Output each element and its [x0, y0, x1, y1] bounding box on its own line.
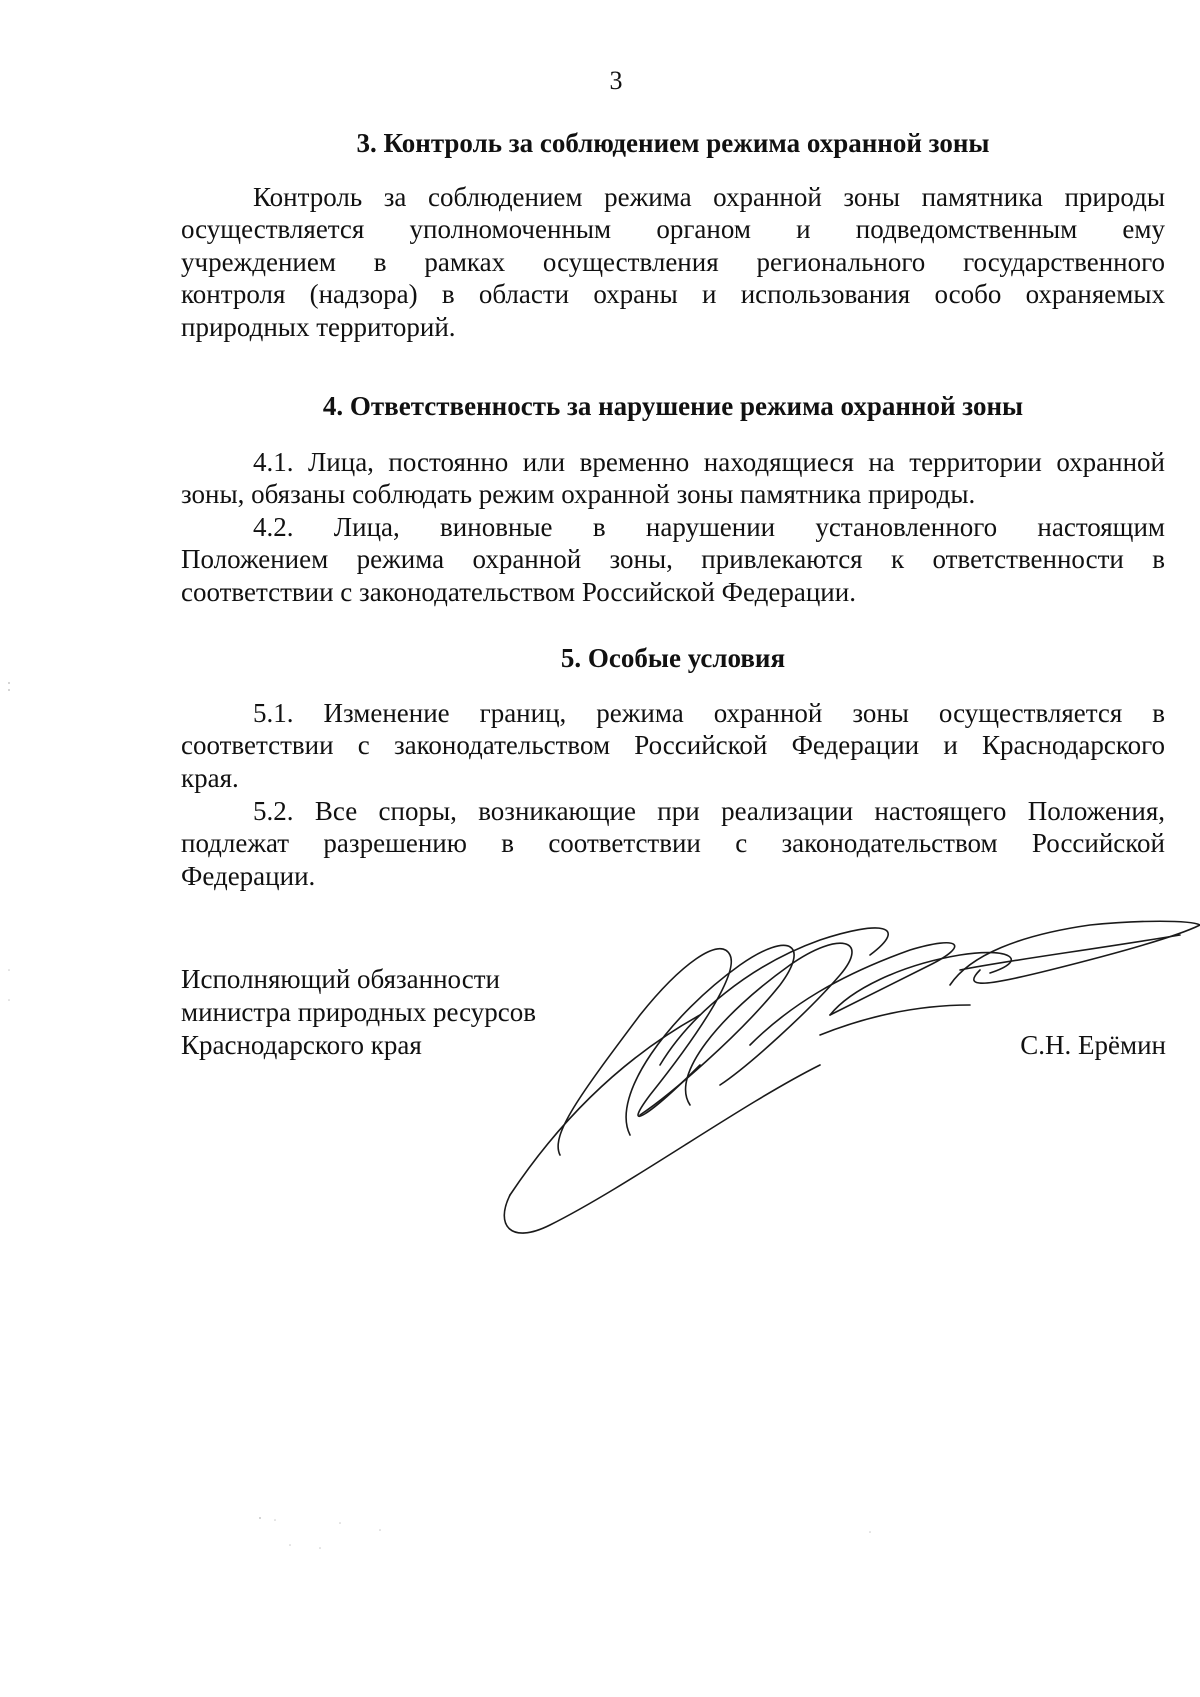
handwritten-signature — [490, 895, 1200, 1255]
text-line: соответствии с законодательством Российской Федерации. — [181, 576, 856, 607]
signatory-name: С.Н. Ерёмин — [1020, 1030, 1166, 1060]
signatory-position — [181, 963, 536, 1062]
text-line: природных территорий. — [181, 311, 456, 342]
text-line: соответствии с законодательством Российской Федерации и Краснодарского — [181, 730, 1165, 761]
text-line: учреждением в рамках осуществления регионального государственного — [181, 246, 1165, 277]
signatory-position-line: Исполняющий обязанности — [181, 964, 500, 994]
text-line: 5.1. Изменение границ, режима охранной зоны осуществляется в — [253, 698, 1165, 728]
section-4-heading: 4. Ответственность за нарушение режима охранной зоны — [322, 391, 1024, 421]
text-line: Федерации. — [181, 860, 316, 891]
text-line: Положением режима охранной зоны, привлекаются к ответственности в — [181, 544, 1165, 575]
signatory-position-line: министра природных ресурсов — [181, 997, 536, 1027]
section-4-paragraph-1 — [181, 446, 1165, 511]
text-line: Контроль за соблюдением режима охранной зоны памятника природы — [253, 182, 1165, 212]
text-line: подлежат разрешению в соответствии с законодательством Российской — [181, 828, 1165, 859]
signatory-position-line: Краснодарского края — [181, 1030, 422, 1060]
text-line: осуществляется уполномоченным органом и подведомственным ему — [181, 214, 1165, 245]
text-line: 4.2. Лица, виновные в нарушении установленного настоящим — [253, 512, 1165, 542]
section-4-paragraph-2 — [181, 511, 1165, 608]
section-5-paragraph-2 — [181, 795, 1165, 892]
section-5-paragraph-1 — [181, 697, 1165, 794]
text-line: 4.1. Лица, постоянно или временно находящиеся на территории охранной — [253, 447, 1165, 477]
text-line: зоны, обязаны соблюдать режим охранной зоны памятника природы. — [181, 479, 976, 510]
page-number: 3 — [609, 66, 623, 95]
section-5-heading: 5. Особые условия — [560, 643, 786, 673]
text-line: 5.2. Все споры, возникающие при реализации настоящего Положения, — [253, 796, 1165, 826]
section-3-paragraph — [181, 181, 1165, 343]
text-line: контроля (надзора) в области охраны и использования особо охраняемых — [181, 279, 1165, 310]
text-line: края. — [181, 762, 239, 793]
section-3-heading: 3. Контроль за соблюдением режима охранной зоны — [356, 128, 990, 158]
